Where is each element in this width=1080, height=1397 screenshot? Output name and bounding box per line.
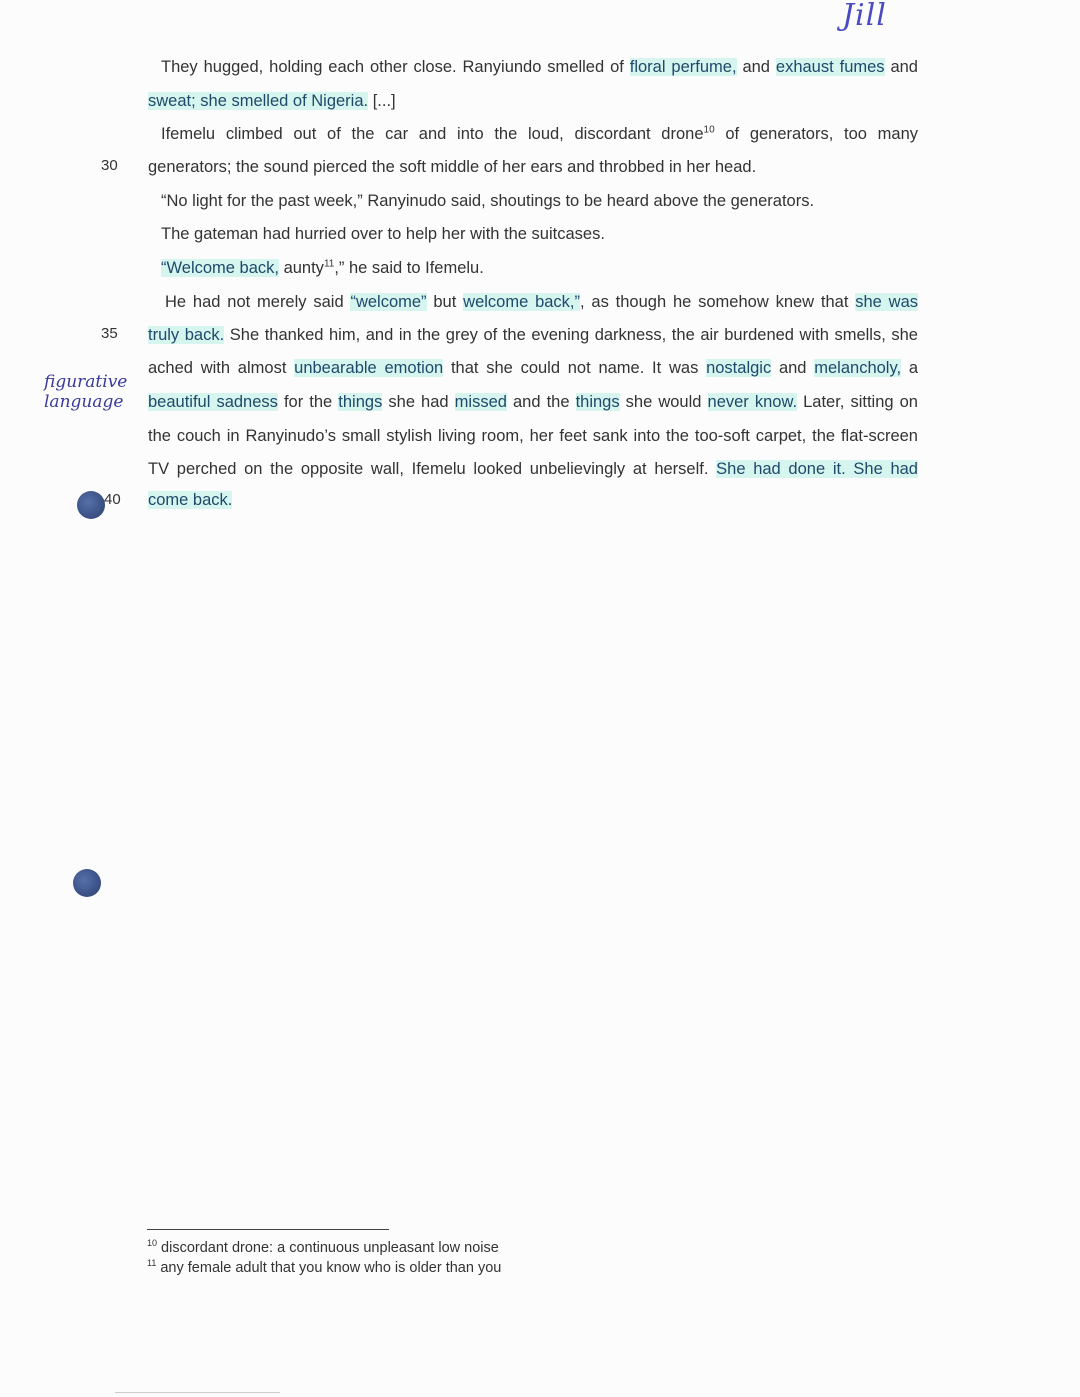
text-line-5: “No light for the past week,” Ranyinudo said, shoutings to be heard above the generators. xyxy=(161,192,815,210)
highlight: exhaust fumes xyxy=(775,58,885,76)
highlight: truly back. xyxy=(148,326,225,344)
highlight: welcome back,” xyxy=(463,293,581,311)
handwritten-name: Jill xyxy=(842,0,887,33)
footnote-11: $^{11}$ any female adult that you know who is older than you xyxy=(147,1258,502,1276)
highlight: she was xyxy=(855,293,919,311)
highlight: She had done it. She had xyxy=(716,460,918,478)
footnote-10: $^{10}$ discordant drone: a continuous unpleasant low noise xyxy=(147,1238,499,1256)
text-line-13: TV perched on the opposite wall, Ifemelu looked unbelievingly at herself. She had done it. She had xyxy=(148,460,918,478)
highlight: things xyxy=(575,393,620,411)
highlight: things xyxy=(338,393,383,411)
text-line-14 xyxy=(148,488,918,512)
text-line-4: generators; the sound pierced the soft middle of her ears and throbbed in her head. xyxy=(148,158,757,176)
text-line-3: Ifemelu climbed out of the car and into the loud, discordant drone$^{10}$ of generators, too many xyxy=(161,124,918,143)
highlight: melancholy, xyxy=(814,359,902,377)
text-line-11: beautiful sadness for the things she had missed and the things she would never know. Later, sitting on xyxy=(148,393,918,411)
text-line-8: He had not merely said “welcome” but welcome back,”, as though he somehow knew that she was xyxy=(165,293,919,311)
line-number-35: 35 xyxy=(101,325,118,342)
text-line-7: “Welcome back, aunty$^{11}$,” he said to Ifemelu. xyxy=(161,258,484,277)
text-line-9: truly back. She thanked him, and in the grey of the evening darkness, the air burdened with smells, she xyxy=(148,326,918,344)
highlight: missed xyxy=(454,393,507,411)
footnote-divider xyxy=(147,1229,389,1230)
line-number-30: 30 xyxy=(101,157,118,174)
text-line-6: The gateman had hurried over to help her with the suitcases. xyxy=(161,225,605,243)
highlight: nostalgic xyxy=(706,359,772,377)
highlight: sweat; she smelled of Nigeria. xyxy=(148,92,369,110)
text-line-10: ached with almost unbearable emotion that she could not name. It was nostalgic and melancholy, a xyxy=(148,359,919,377)
text-line-2: sweat; she smelled of Nigeria. [...] xyxy=(148,92,396,110)
margin-note-figurative-language xyxy=(44,372,127,412)
highlight: “Welcome back, xyxy=(161,259,279,277)
highlight: beautiful sadness xyxy=(148,393,278,411)
highlight: come back. xyxy=(148,491,233,509)
text-line-1: They hugged, holding each other close. Ranyiundo smelled of floral perfume, and exhaust fumes and xyxy=(161,58,918,76)
line-number-40: 40 xyxy=(104,491,121,508)
highlight: unbearable emotion xyxy=(294,359,444,377)
margin-note-line1: figurative xyxy=(44,372,128,392)
page-edge-line xyxy=(115,1392,280,1393)
highlight: never know. xyxy=(707,393,798,411)
highlight: floral perfume, xyxy=(629,58,737,76)
ink-dot xyxy=(73,869,101,897)
text-line-12: the couch in Ranyinudo’s small stylish living room, her feet sank into the too-soft carpet, the flat-screen xyxy=(148,427,918,445)
margin-note-line2: language xyxy=(44,392,124,412)
ink-dot xyxy=(77,491,105,519)
highlight: “welcome” xyxy=(350,293,427,311)
